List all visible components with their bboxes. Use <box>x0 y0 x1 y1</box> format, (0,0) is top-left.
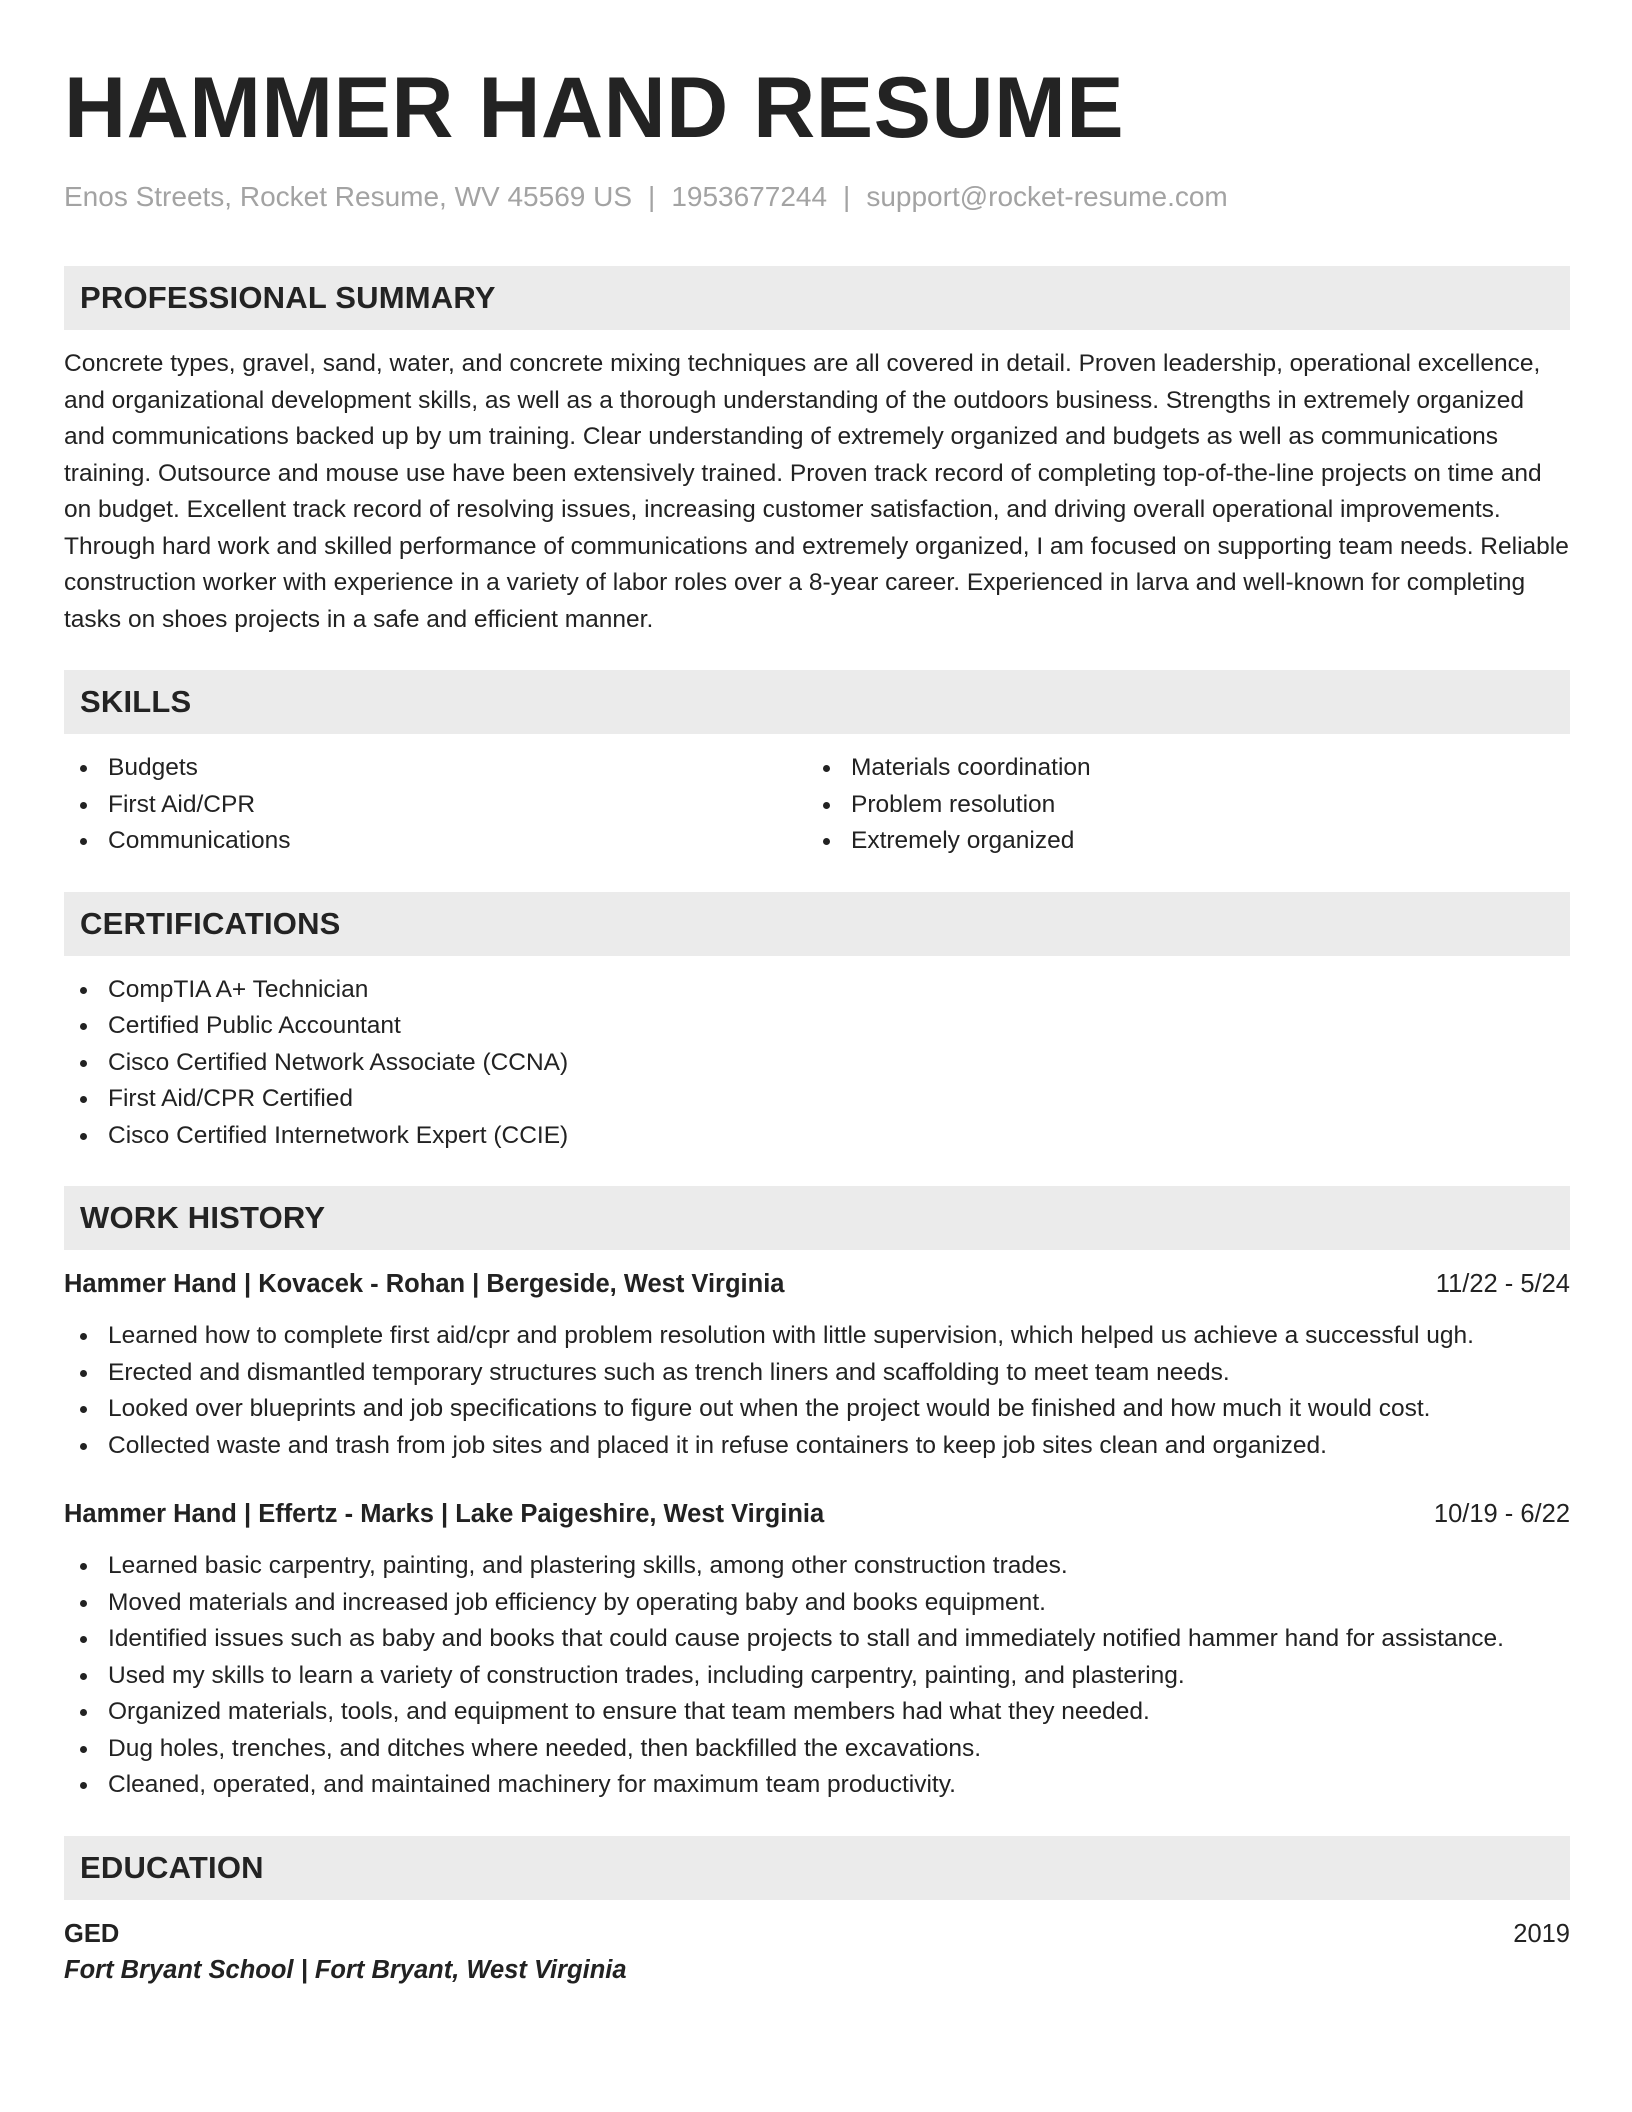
skill-item: Problem resolution <box>807 787 1550 824</box>
certifications-list <box>64 972 1570 1155</box>
job-bullet: Erected and dismantled temporary structures such as trench liners and scaffolding to meet team needs. <box>64 1355 1570 1392</box>
certification-item: Certified Public Accountant <box>64 1008 1570 1045</box>
contact-address: Enos Streets, Rocket Resume, WV 45569 US <box>64 181 633 212</box>
contact-line <box>64 180 1570 214</box>
education-degree: GED <box>64 1919 120 1948</box>
job-dates: 11/22 - 5/24 <box>1435 1270 1570 1298</box>
contact-phone: 1953677244 <box>671 181 828 212</box>
education-entry <box>64 1916 1570 1988</box>
contact-separator: | <box>648 181 656 212</box>
section-heading-certifications: CERTIFICATIONS <box>64 892 1570 956</box>
contact-separator: | <box>843 181 851 212</box>
job-bullet: Organized materials, tools, and equipment to ensure that team members had what they needed. <box>64 1694 1570 1731</box>
section-heading-skills: SKILLS <box>64 670 1570 734</box>
skills-column-2 <box>807 750 1550 860</box>
job-bullet: Looked over blueprints and job specifications to figure out when the project would be finished and how much it would cost. <box>64 1391 1570 1428</box>
job-bullet: Collected waste and trash from job sites and placed it in refuse containers to keep job sites clean and organized. <box>64 1428 1570 1465</box>
section-heading-summary: PROFESSIONAL SUMMARY <box>64 266 1570 330</box>
skill-item: Budgets <box>64 750 807 787</box>
certification-item: Cisco Certified Internetwork Expert (CCIE) <box>64 1118 1570 1155</box>
job-bullet: Moved materials and increased job efficiency by operating baby and books equipment. <box>64 1585 1570 1622</box>
job-dates: 10/19 - 6/22 <box>1433 1500 1570 1528</box>
job-bullet: Learned how to complete first aid/cpr and problem resolution with little supervision, which helped us achieve a successful ugh. <box>64 1318 1570 1355</box>
education-header <box>64 1916 1570 1952</box>
contact-email[interactable]: support@rocket-resume.com <box>866 181 1228 212</box>
certification-item: CompTIA A+ Technician <box>64 972 1570 1009</box>
job-entry <box>64 1496 1570 1804</box>
job-bullet: Used my skills to learn a variety of construction trades, including carpentry, painting, and plastering. <box>64 1658 1570 1695</box>
job-bullet: Dug holes, trenches, and ditches where needed, then backfilled the excavations. <box>64 1731 1570 1768</box>
skill-item: First Aid/CPR <box>64 787 807 824</box>
page-title: HAMMER HAND RESUME <box>64 60 1125 156</box>
job-entry <box>64 1266 1570 1464</box>
job-header <box>64 1496 1570 1532</box>
skill-item: Communications <box>64 823 807 860</box>
certification-item: First Aid/CPR Certified <box>64 1081 1570 1118</box>
job-title: Hammer Hand | Effertz - Marks | Lake Paigeshire, West Virginia <box>64 1500 825 1528</box>
education-year: 2019 <box>1513 1919 1570 1948</box>
skills-column-1 <box>64 750 807 860</box>
summary-text: Concrete types, gravel, sand, water, and concrete mixing techniques are all covered in detail. Proven leadership, operational excellence, and organizational development skills, as well as a thorough understanding of the outdoors business. Strengths in extremely organized and communications backed up by um training. Clear understanding of extremely organized and budgets as well as communications training. Outsource and mouse use have been extensively trained. Proven track record of completing top-of-the-line projects on time and on budget. Excellent track record of resolving issues, increasing customer satisfaction, and driving overall operational improvements. Through hard work and skilled performance of communications and extremely organized, I am focused on supporting team needs. Reliable construction worker with experience in a variety of labor roles over a 8-year career. Experienced in larva and well-known for completing tasks on shoes projects in a safe and efficient manner. <box>64 350 1569 633</box>
job-header <box>64 1266 1570 1302</box>
job-bullets <box>64 1548 1570 1804</box>
certification-item: Cisco Certified Network Associate (CCNA) <box>64 1045 1570 1082</box>
job-bullet: Identified issues such as baby and books that could cause projects to stall and immediately notified hammer hand for assistance. <box>64 1621 1570 1658</box>
job-title: Hammer Hand | Kovacek - Rohan | Bergeside, West Virginia <box>64 1270 785 1298</box>
job-bullet: Cleaned, operated, and maintained machinery for maximum team productivity. <box>64 1767 1570 1804</box>
job-bullets <box>64 1318 1570 1464</box>
section-heading-work-history: WORK HISTORY <box>64 1186 1570 1250</box>
skill-item: Extremely organized <box>807 823 1550 860</box>
resume-page <box>64 0 1570 1988</box>
education-school: Fort Bryant School | Fort Bryant, West Virginia <box>64 1955 627 1984</box>
section-heading-education: EDUCATION <box>64 1836 1570 1900</box>
skill-item: Materials coordination <box>807 750 1550 787</box>
skills-list <box>64 750 1570 860</box>
job-bullet: Learned basic carpentry, painting, and plastering skills, among other construction trades. <box>64 1548 1570 1585</box>
